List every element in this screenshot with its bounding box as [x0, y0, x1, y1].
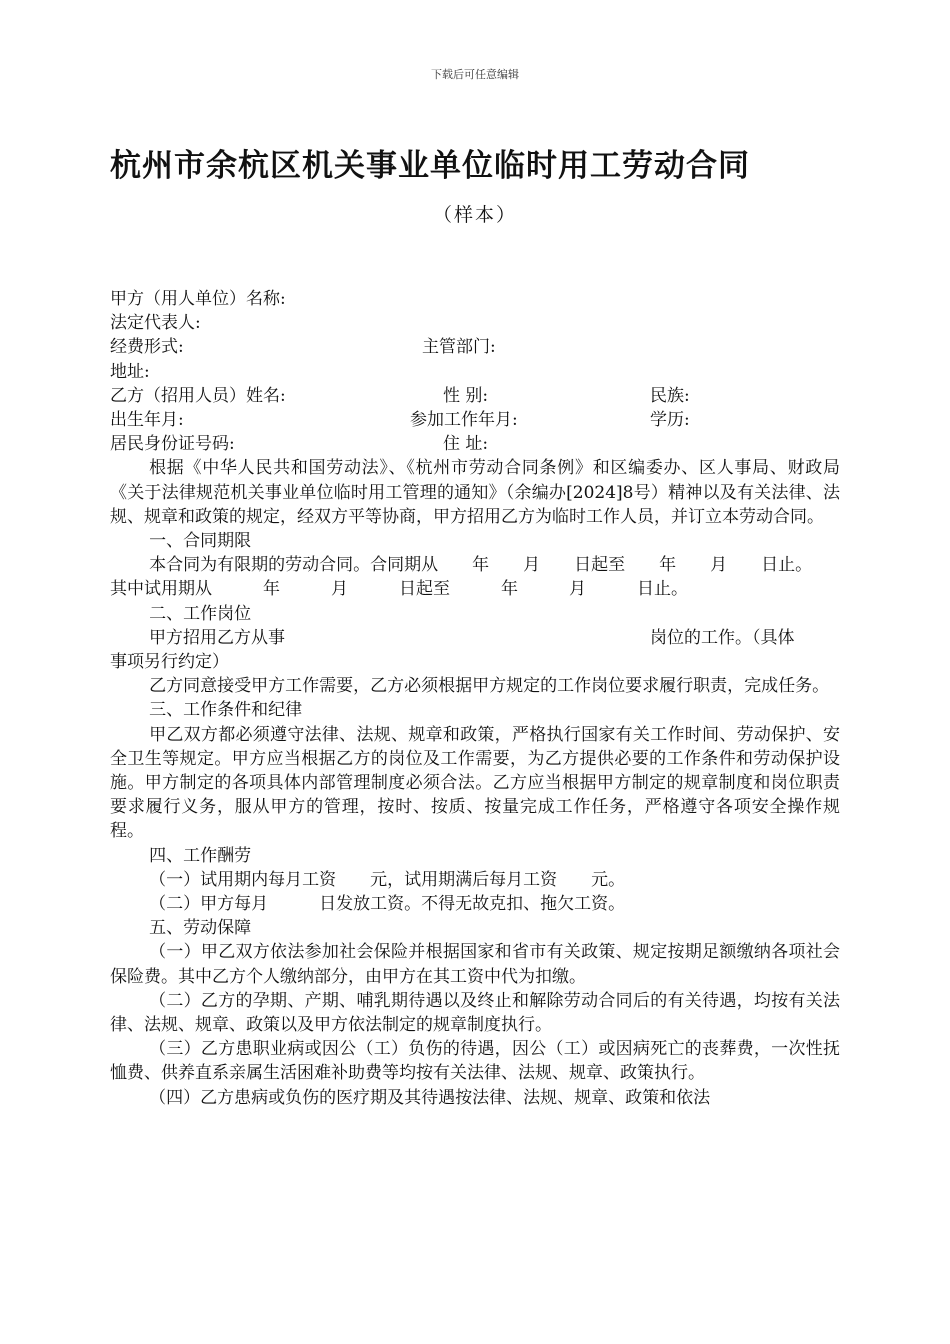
ethnicity-label: 民族: [650, 385, 690, 406]
section-2-line-1 [110, 626, 840, 650]
address-row [110, 360, 840, 384]
section-4-item-2: （二）甲方每月 日发放工资。不得无故克扣、拖欠工资。 [149, 893, 626, 914]
id-row [110, 432, 840, 456]
party-b-row [110, 384, 840, 408]
birth-row [110, 408, 840, 432]
section-4-title: 四、工作酬劳 [149, 845, 252, 866]
section-5-item-3: （三）乙方患职业病或因公（工）负伤的待遇，因公（工）或因病死亡的丧葬费，一次性抚恤费、供养直系亲属生活困难补助费等均按有关法律、法规、规章、政策执行。 [110, 1039, 840, 1084]
section-5-title: 五、劳动保障 [149, 918, 252, 939]
section-1-title: 一、合同期限 [149, 530, 252, 551]
section-2-line-2: 事项另行约定） [110, 651, 229, 672]
section-1-line-1: 本合同为有限期的劳动合同。合同期从 年 月 日起至 年 月 日止。 [149, 555, 813, 576]
legal-rep-label: 法定代表人: [110, 313, 201, 334]
birth-label: 出生年月: [110, 409, 184, 430]
party-a-name-label: 甲方（用人单位）名称: [110, 289, 286, 309]
section-3-paragraph: 甲乙双方都必须遵守法律、法规、规章和政策，严格执行国家有关工作时间、劳动保护、安全卫生等规定。甲方应当根据乙方的岗位及工作需要，为乙方提供必要的工作条件和劳动保护设施。甲方制定的各项具体内部管理制度必须合法。乙方应当根据甲方制定的规章制度和岗位职责要求履行义务，服从甲方的管理，按时、按质、按量完成工作任务，严格遵守各项安全操作规程。 [110, 724, 840, 842]
section-1-line-2: 其中试用期从 年 月 日起至 年 月 日止。 [110, 579, 688, 600]
education-label: 学历: [650, 409, 690, 430]
document-title: 杭州市余杭区机关事业单位临时用工劳动合同 [110, 148, 750, 184]
header-note: 下载后可任意编辑 [431, 68, 519, 81]
section-5-item-2: （二）乙方的孕期、产期、哺乳期待遇以及终止和解除劳动合同后的有关待遇，均按有关法律、法规、规章、政策以及甲方依法制定的规章制度执行。 [110, 990, 840, 1035]
work-start-label: 参加工作年月: [410, 409, 518, 430]
intro-paragraph: 根据《中华人民共和国劳动法》、《杭州市劳动合同条例》和区编委办、区人事局、财政局《关于法律规范机关事业单位临时用工管理的通知》（余编办[2024]8号）精神以及有关法律、法规、规章和政策的规定，经双方平等协商，甲方招用乙方为临时工作人员，并订立本劳动合同。 [110, 458, 840, 527]
section-4-item-1: （一）试用期内每月工资 元，试用期满后每月工资 元。 [149, 869, 626, 890]
party-a-row [110, 287, 840, 311]
gender-label: 性 别: [443, 385, 489, 406]
section-5-item-1: （一）甲乙双方依法参加社会保险并根据国家和省市有关政策、规定按期足额缴纳各项社会保险费。其中乙方个人缴纳部分，由甲方在其工资中代为扣缴。 [110, 942, 840, 987]
section-2-paragraph-2: 乙方同意接受甲方工作需要，乙方必须根据甲方规定的工作岗位要求履行职责，完成任务。 [149, 676, 830, 697]
funding-row [110, 335, 840, 359]
legal-rep-row [110, 311, 840, 335]
id-number-label: 居民身份证号码: [110, 434, 235, 455]
section-2-line-1-start: 甲方招用乙方从事 [149, 627, 285, 648]
funding-type-label: 经费形式: [110, 337, 184, 358]
residence-label: 住 址: [443, 434, 489, 455]
section-2-line-1-end: 岗位的工作。（具体 [650, 627, 795, 648]
document-subtitle: （样本） [432, 204, 517, 226]
section-2-title: 二、工作岗位 [149, 603, 252, 624]
address-label: 地址: [110, 361, 150, 382]
contract-body [110, 287, 840, 1110]
party-b-name-label: 乙方（招用人员）姓名: [110, 385, 286, 406]
section-5-item-4: （四）乙方患病或负伤的医疗期及其待遇按法律、法规、规章、政策和依法 [149, 1087, 711, 1108]
supervisor-label: 主管部门: [422, 337, 496, 358]
section-3-title: 三、工作条件和纪律 [149, 700, 303, 721]
